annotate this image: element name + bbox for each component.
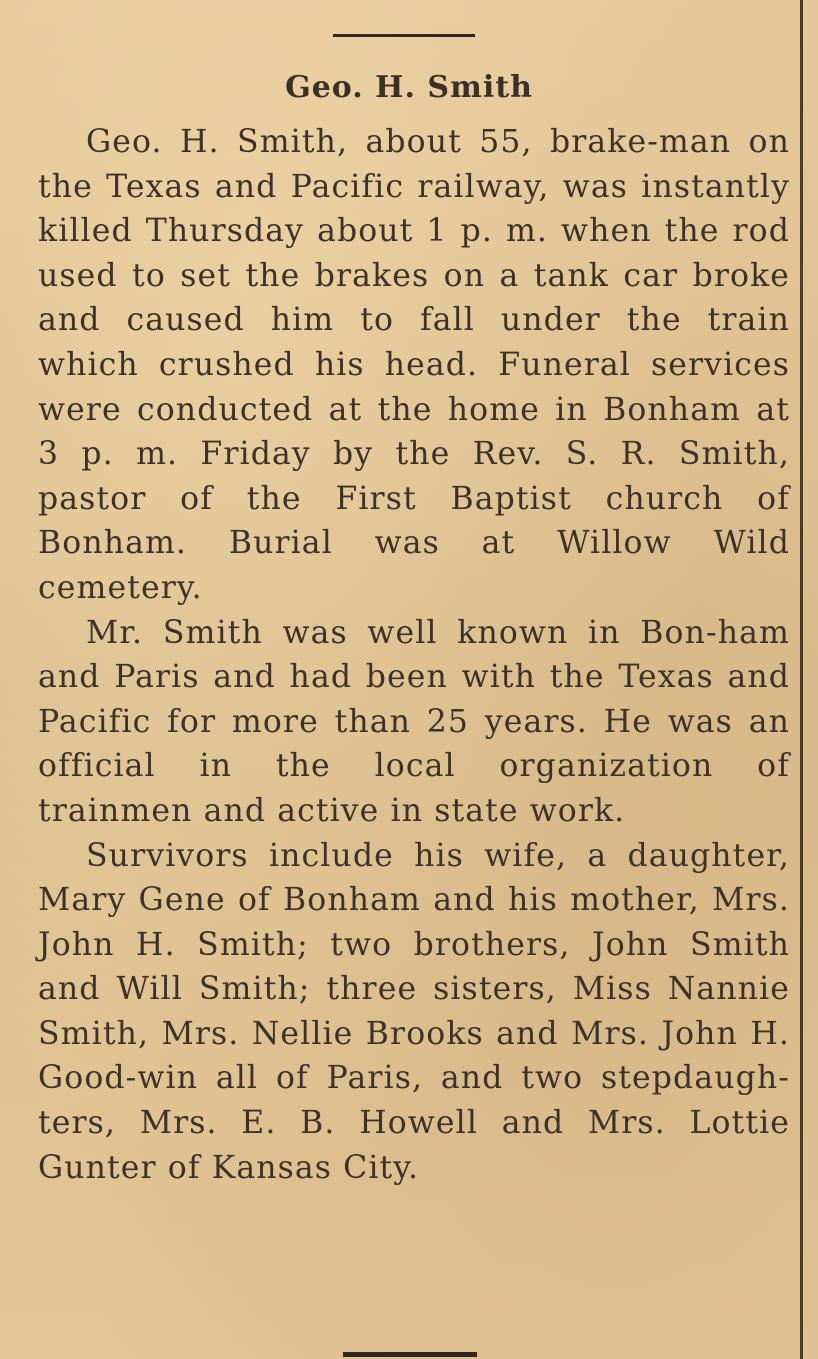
top-separator-rule <box>333 34 475 37</box>
article-paragraph: Mr. Smith was well known in Bon-ham and Paris and had been with the Texas and Pacific for more than 25 years. He was an official in the local organization of trainmen and active in state work. <box>38 614 790 829</box>
article-body <box>38 120 790 1190</box>
column-rule <box>800 0 803 1359</box>
bottom-separator-rule <box>343 1352 477 1357</box>
article-paragraph: Survivors include his wife, a daughter, Mary Gene of Bonham and his mother, Mrs. John H. Smith; two brothers, John Smith and Will Smith; three sisters, Miss Nannie Smith, Mrs. Nellie Brooks and Mrs. John H. Good-win all of Paris, and two stepdaugh-ters, Mrs. E. B. Howell and Mrs. Lottie Gunter of Kansas City. <box>38 837 790 1186</box>
article-headline: Geo. H. Smith <box>285 70 533 105</box>
article-paragraph: Geo. H. Smith, about 55, brake-man on the Texas and Pacific railway, was instantly killed Thursday about 1 p. m. when the rod used to set the brakes on a tank car broke and caused him to fall under the train which crushed his head. Funeral services were conducted at the home in Bonham at 3 p. m. Friday by the Rev. S. R. Smith, pastor of the First Baptist church of Bonham. Burial was at Willow Wild cemetery. <box>38 124 790 606</box>
